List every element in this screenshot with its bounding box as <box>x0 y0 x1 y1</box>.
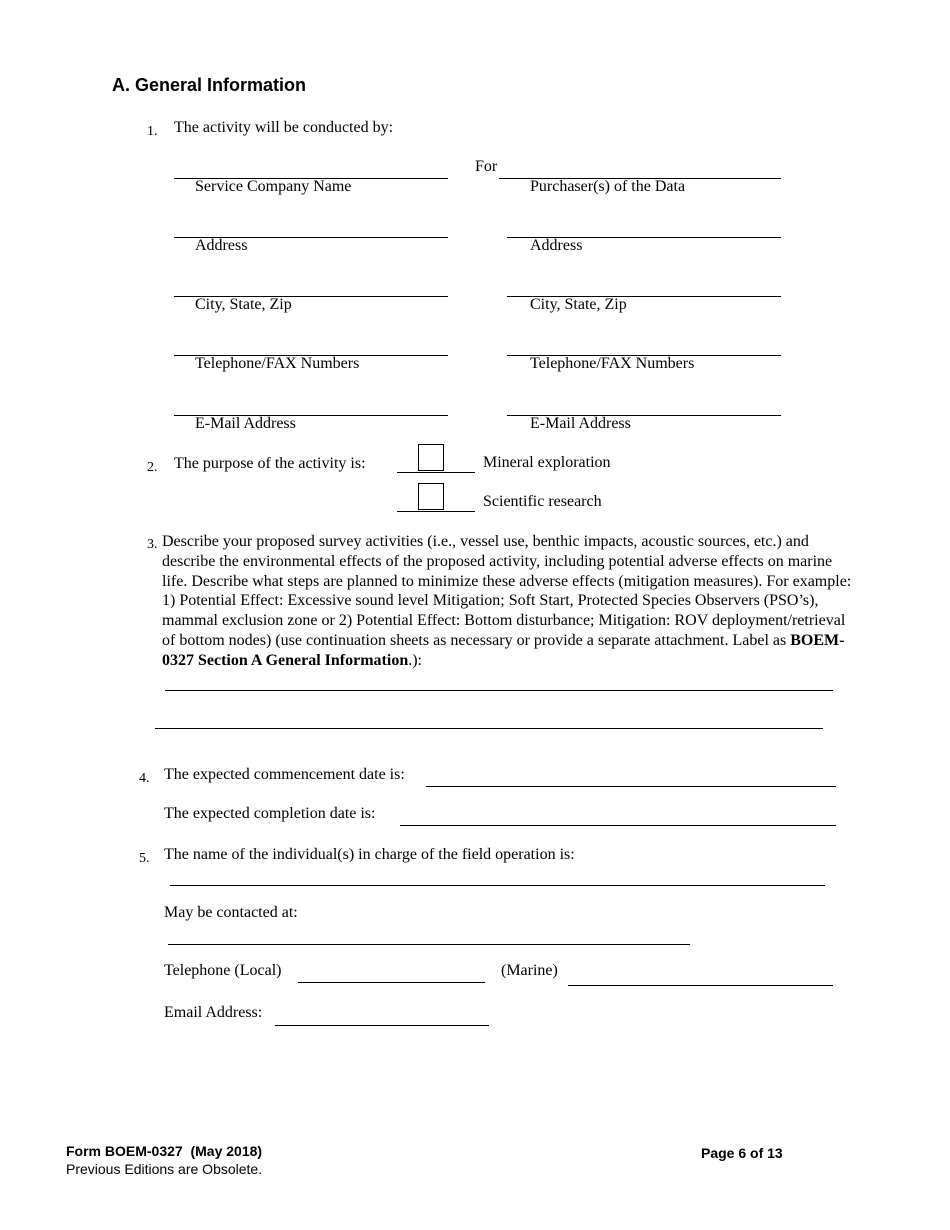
mineral-exploration-line <box>397 472 475 473</box>
purchaser-address-label: Address <box>530 237 583 254</box>
scientific-research-checkbox[interactable] <box>418 483 444 510</box>
q3-answer-line-1[interactable] <box>165 690 833 691</box>
completion-label: The expected completion date is: <box>164 805 376 822</box>
telephone-local-field[interactable] <box>298 982 485 983</box>
service-company-name-label: Service Company Name <box>195 178 352 195</box>
section-title: A. General Information <box>112 75 307 95</box>
purchaser-email-label: E-Mail Address <box>530 415 631 432</box>
scientific-research-label: Scientific research <box>483 493 602 510</box>
q2-text: The purpose of the activity is: <box>174 455 366 472</box>
service-email-label: E-Mail Address <box>195 415 296 432</box>
q3-answer-line-2[interactable] <box>155 728 823 729</box>
purchaser-city-state-zip-label: City, State, Zip <box>530 296 627 313</box>
telephone-local-label: Telephone (Local) <box>164 962 282 979</box>
contacted-label: May be contacted at: <box>164 904 298 921</box>
email-field[interactable] <box>275 1025 489 1026</box>
purchaser-telephone-fax-label: Telephone/FAX Numbers <box>530 355 695 372</box>
q3-text: Describe your proposed survey activities (i.e., vessel use, benthic impacts, acoustic sources, etc.) and describe the environmental effects of the proposed activity, including potential adverse effects on marine life. Describe what steps are planned to minimize these adverse effects (mitigation measures). For example: 1) Potential Effect: Excessive sound level Mitigation; Soft Start, Protected Species Observers (PSO’s), mammal exclusion zone or 2) Potential Effect: Bottom disturbance; Mitigation: ROV deployment/retrieval of bottom nodes) (use continuation sheets as necessary or provide a separate attachment. Label as <box>162 533 852 649</box>
q5-text: The name of the individual(s) in charge of the field operation is: <box>164 846 575 863</box>
q2-number: 2. <box>147 460 158 475</box>
q1-text: The activity will be conducted by: <box>174 119 394 136</box>
q3-paragraph <box>162 532 857 671</box>
mineral-exploration-label: Mineral exploration <box>483 454 611 471</box>
marine-label: (Marine) <box>501 962 558 979</box>
q4-number: 4. <box>139 771 150 786</box>
mineral-exploration-checkbox[interactable] <box>418 444 444 471</box>
completion-date-field[interactable] <box>400 825 836 826</box>
page-number: Page 6 of 13 <box>701 1145 783 1161</box>
form-id: Form BOEM-0327 (May 2018) <box>66 1143 263 1159</box>
service-address-label: Address <box>195 237 248 254</box>
q5-number: 5. <box>139 851 150 866</box>
individual-name-field[interactable] <box>170 885 825 886</box>
q3-text-end: .): <box>408 651 422 669</box>
service-city-state-zip-label: City, State, Zip <box>195 296 292 313</box>
q1-number: 1. <box>147 124 158 139</box>
purchaser-label: Purchaser(s) of the Data <box>530 178 686 195</box>
obsolete-note: Previous Editions are Obsolete. <box>66 1161 263 1177</box>
q3-bold-label: BOEM-0327 Section A General Information <box>162 631 845 669</box>
email-label: Email Address: <box>164 1004 263 1021</box>
commencement-label: The expected commencement date is: <box>164 766 405 783</box>
contact-address-field[interactable] <box>168 944 690 945</box>
commencement-date-field[interactable] <box>426 786 836 787</box>
for-label: For <box>475 158 498 175</box>
service-telephone-fax-label: Telephone/FAX Numbers <box>195 355 360 372</box>
q3-number: 3. <box>147 537 158 552</box>
telephone-marine-field[interactable] <box>568 985 833 986</box>
scientific-research-line <box>397 511 475 512</box>
